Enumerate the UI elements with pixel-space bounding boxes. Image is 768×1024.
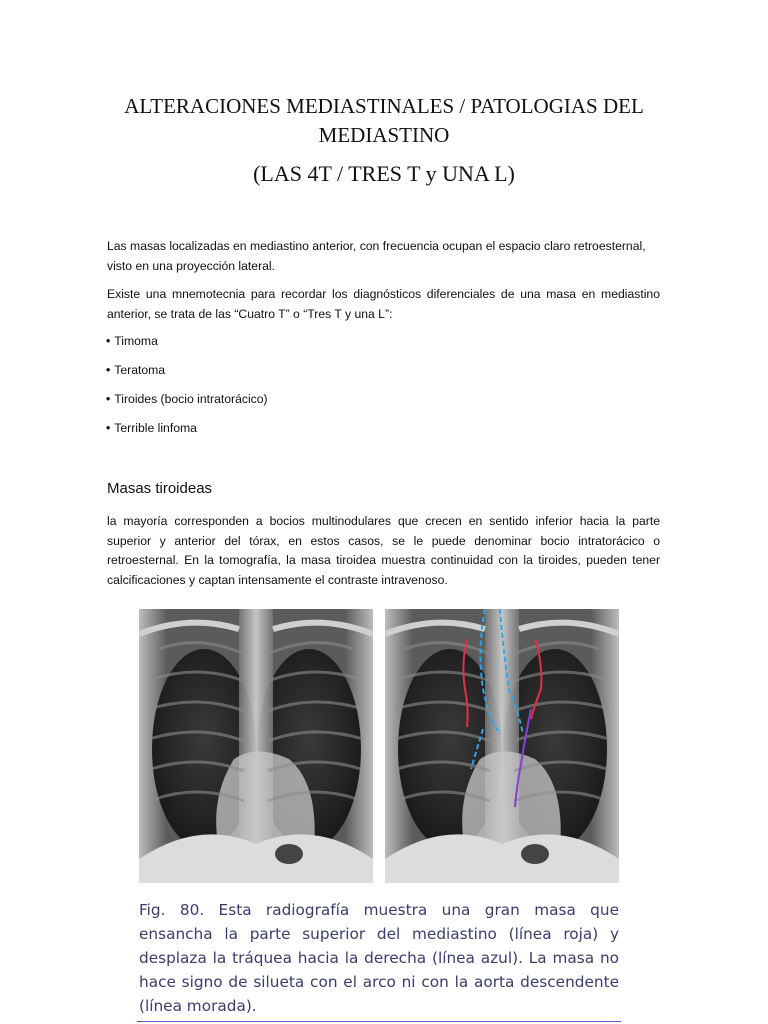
caption-divider [137, 1021, 621, 1022]
bullet-text: Timoma [114, 334, 158, 348]
section-heading: Masas tiroideas [107, 480, 213, 497]
chest-xray-left-image [139, 609, 373, 883]
bullet-dot-icon: • [106, 334, 111, 348]
bullet-item [106, 334, 158, 348]
bullet-text: Teratoma [114, 363, 166, 377]
chest-xray-right-annotated-image [385, 609, 619, 883]
bullet-text: Terrible linfoma [114, 421, 197, 435]
bullet-dot-icon: • [106, 421, 111, 435]
bullet-dot-icon: • [106, 363, 111, 377]
section-paragraph: la mayoría corresponden a bocios multinodulares que crecen en sentido inferior hacia la parte superior y anterior del tórax, en estos casos, se le puede denominar bocio intratorácico o retroesternal. En la tomografía, la masa tiroidea muestra continuidad con la tiroides, pueden tener calcificaciones y captan intensamente el contraste intravenoso. [107, 514, 660, 587]
bullet-item [106, 363, 165, 377]
bullet-item [106, 421, 197, 435]
figure-caption: Fig. 80. Esta radiografía muestra una gran masa que ensancha la parte superior del mediastino (línea roja) y desplaza la tráquea hacia la derecha (línea azul). La masa no hace signo de silueta con el arco ni con la aorta descendente (línea morada). [139, 901, 619, 1015]
document-subtitle: (LAS 4T / TRES T y UNA L) [253, 161, 515, 186]
bullet-text: Tiroides (bocio intratorácico) [114, 392, 268, 406]
intro-paragraph-2: Existe una mnemotecnia para recordar los diagnósticos diferenciales de una masa en mediastino anterior, se trata de las “Cuatro T” o “Tres T y una L”: [107, 287, 660, 321]
intro-paragraph-1: Las masas localizadas en mediastino anterior, con frecuencia ocupan el espacio claro retroesternal, visto en una proyección lateral. [107, 239, 646, 273]
bullet-item [106, 392, 268, 406]
bullet-dot-icon: • [106, 392, 111, 406]
document-title: ALTERACIONES MEDIASTINALES / PATOLOGIAS DEL MEDIASTINO [124, 94, 644, 147]
